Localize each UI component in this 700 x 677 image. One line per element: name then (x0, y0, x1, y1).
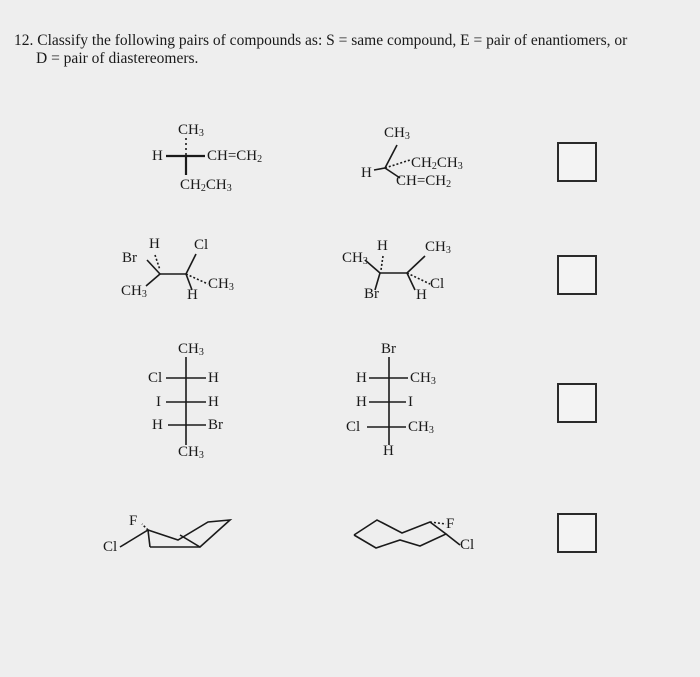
question-text-line-1: Classify the following pairs of compounds as: S = same compound, E = pair of enantiomers, or (37, 32, 628, 49)
pair1-left-ethyl: $CH_2CH_3$ (180, 177, 232, 194)
pair3-right-bonds (367, 357, 408, 445)
pair3-left-br: Br (208, 417, 223, 433)
pair1-left-vinyl: $CH=CH_2$ (207, 148, 263, 165)
pair3-left-ch3-top: $CH_3$ (178, 341, 204, 358)
pair2-right-h: H (377, 238, 388, 254)
question-number: 12. (14, 32, 34, 49)
pair2-left-br: Br (122, 250, 137, 266)
pair3-left-h-1: H (208, 370, 219, 386)
pair3-left-i: I (156, 394, 161, 410)
pair2-right-ch3-2: $CH_3$ (425, 239, 451, 256)
pair2-left-bonds (146, 254, 208, 290)
pair3-left-ch3-bottom: $CH_3$ (178, 444, 204, 461)
pair2-right-br: Br (364, 286, 379, 302)
pair1-left-h: H (152, 148, 163, 164)
pair2-right-ch3: $CH_3$ (342, 250, 368, 267)
pair4-right-f: F (446, 516, 455, 532)
answer-box-pair-3[interactable] (557, 383, 597, 423)
pair3-left-cl: Cl (148, 370, 163, 386)
pair1-right-h: H (361, 165, 372, 181)
pair1-right-vinyl: $CH=CH_2$ (396, 173, 452, 190)
pair3-right-h-2: H (356, 394, 367, 410)
answer-box-pair-1[interactable] (557, 142, 597, 182)
pair4-right-bonds (354, 520, 460, 548)
pair3-right-ch3-1: $CH_3$ (410, 370, 436, 387)
pair1-right-ethyl: $CH_2CH_3$ (411, 155, 463, 172)
pair2-left-ch3-2: $CH_3$ (208, 276, 234, 293)
pair1-right-ch3: $CH_3$ (384, 125, 410, 142)
pair3-left-bonds (166, 357, 206, 445)
pair2-left-ch3: $CH_3$ (121, 283, 147, 300)
pair3-right-i: I (408, 394, 413, 410)
pair2-right-cl: Cl (430, 276, 445, 292)
question-text-line-2: D = pair of diastereomers. (36, 50, 199, 67)
pair3-right-ch3-2: $CH_3$ (408, 419, 434, 436)
pair3-left-h-2: H (208, 394, 219, 410)
pair3-right-h-1: H (356, 370, 367, 386)
pair4-right-cl: Cl (460, 537, 475, 553)
pair2-right-bonds (365, 256, 430, 290)
answer-box-pair-2[interactable] (557, 255, 597, 295)
pair3-right-cl: Cl (346, 419, 361, 435)
pair3-left-h-3: H (152, 417, 163, 433)
pair4-left-cl: Cl (103, 539, 118, 555)
pair2-right-h-2: H (416, 287, 427, 303)
pair3-right-br: Br (381, 341, 396, 357)
answer-box-pair-4[interactable] (557, 513, 597, 553)
pair3-right-h-3: H (383, 443, 394, 459)
pair1-left-ch3: $CH_3$ (178, 122, 204, 139)
pair2-left-h: H (149, 236, 160, 252)
pair4-left-f: F (129, 513, 138, 529)
pair2-left-cl: Cl (194, 237, 209, 253)
pair1-left-bonds (166, 138, 205, 175)
pair2-left-h-2: H (187, 287, 198, 303)
